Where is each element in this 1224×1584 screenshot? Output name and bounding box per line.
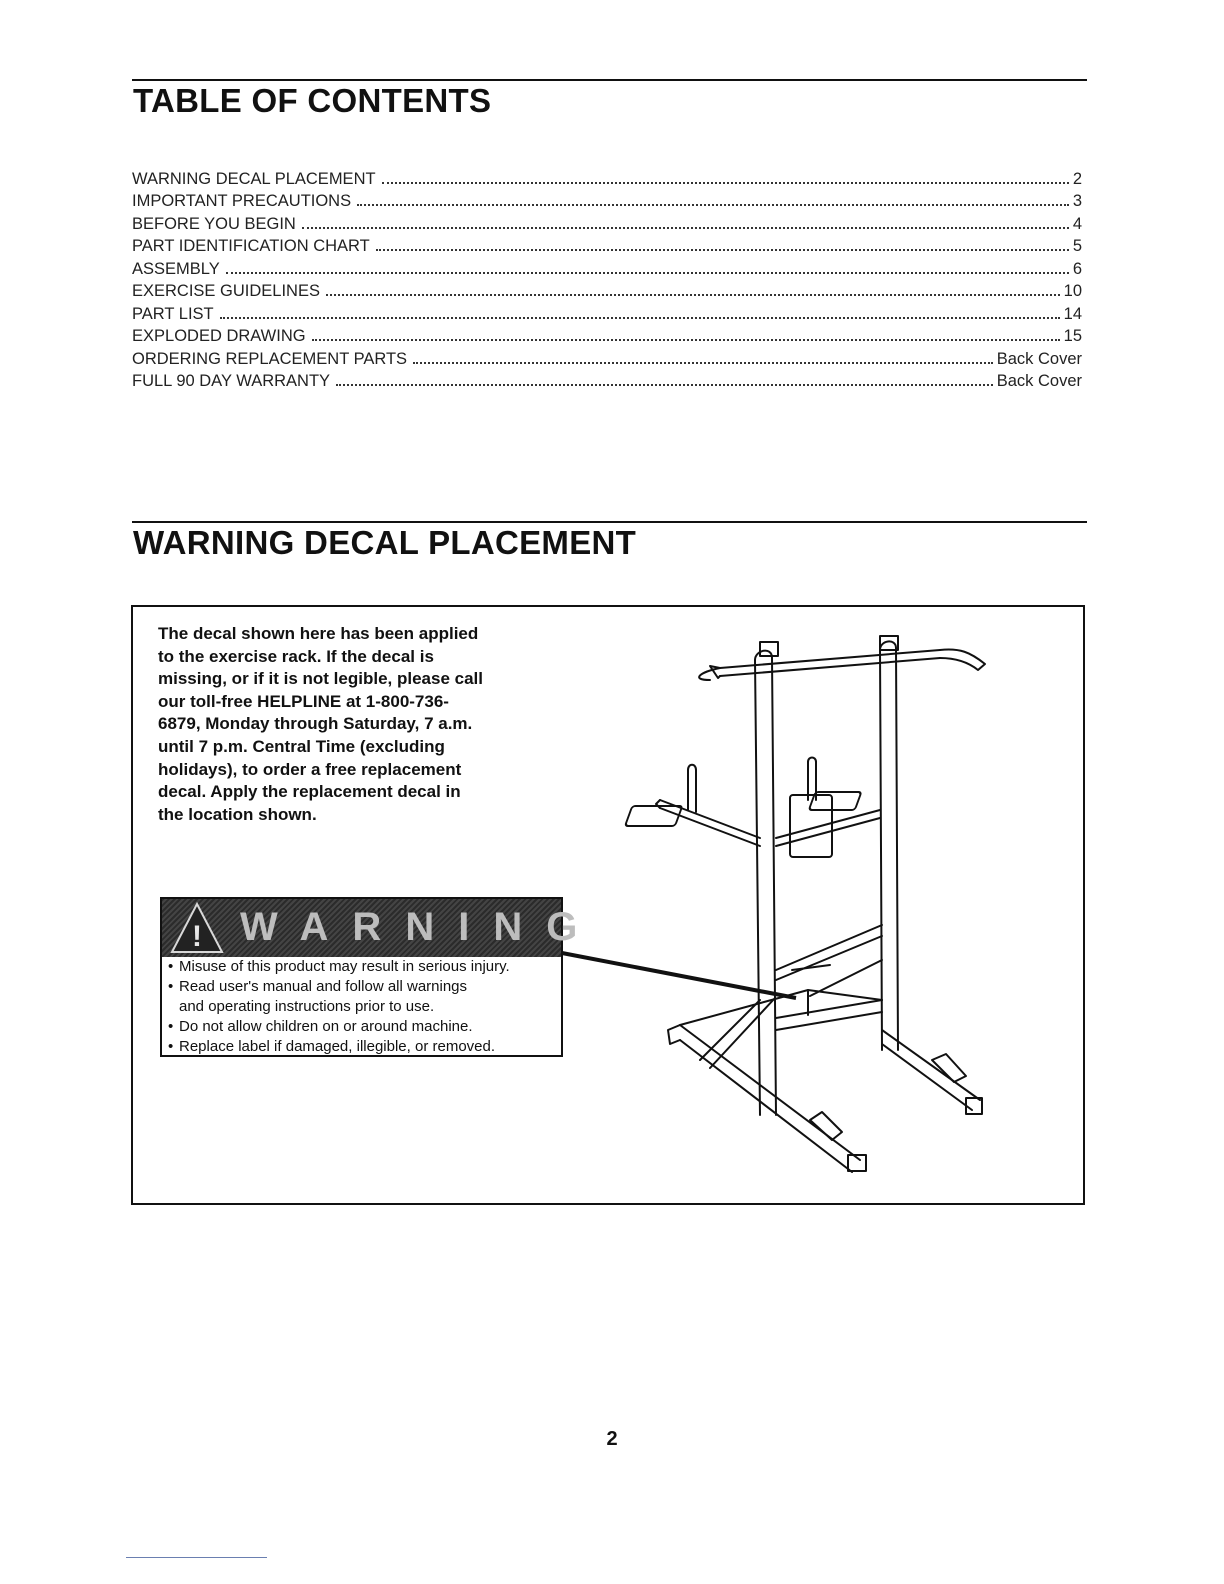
toc-leader-dots xyxy=(336,384,993,386)
decal-instructions: The decal shown here has been applied to the exercise rack. If the decal is missing, or if it is not legible, please call our toll-free HELPLINE at 1-800-736-6879, Monday through Saturday, 7 a.m. until 7 p.m. Central Time (excluding holidays), to order a free replacement decal. Apply the replacement decal in the location shown. xyxy=(158,624,483,824)
page-number: 2 xyxy=(606,1428,618,1450)
toc-entry-page: 15 xyxy=(1063,327,1082,345)
toc-entry-title: PART IDENTIFICATION CHART xyxy=(132,237,370,255)
toc-entry-page: 10 xyxy=(1063,282,1082,300)
right-foot xyxy=(882,1030,980,1100)
exercise-rack-illustration xyxy=(560,620,1000,1190)
toc-entry-page: 4 xyxy=(1072,214,1082,233)
warning-decal-title: WARNING xyxy=(240,905,602,949)
warning-decal-header xyxy=(162,899,602,957)
toc-entry-page: Back Cover xyxy=(996,372,1082,390)
pullup-bar xyxy=(720,650,940,668)
warning-item-continuation: and operating instructions prior to use. xyxy=(179,998,435,1015)
toc-entry-page: 2 xyxy=(1072,169,1082,188)
toc-leader-dots xyxy=(220,317,1060,319)
toc-entry-title: FULL 90 DAY WARRANTY xyxy=(132,372,331,390)
warning-decal-items xyxy=(168,957,510,1057)
toc-leader-dots xyxy=(413,362,993,364)
decal-section-top-rule xyxy=(132,521,1087,523)
toc-entry[interactable] xyxy=(132,369,1082,392)
toc-entry-page: Back Cover xyxy=(996,349,1082,368)
toc-leader-dots xyxy=(312,339,1060,341)
toc-entry-title: EXERCISE GUIDELINES xyxy=(132,282,320,300)
decal-section-heading: WARNING DECAL PLACEMENT xyxy=(133,524,637,561)
right-upright xyxy=(880,650,882,1050)
warning-item: • Misuse of this product may result in serious injury. xyxy=(168,957,510,977)
toc-leader-dots xyxy=(302,227,1069,229)
toc-entry-title: PART LIST xyxy=(132,304,214,323)
toc-leader-dots xyxy=(357,204,1069,206)
toc-entry-page: 6 xyxy=(1072,259,1082,278)
left-upright xyxy=(755,660,760,1115)
toc-entry-title: ORDERING REPLACEMENT PARTS xyxy=(132,349,408,368)
toc-heading: TABLE OF CONTENTS xyxy=(133,82,492,119)
toc-entry-title: ASSEMBLY xyxy=(132,259,220,278)
toc-entry-page: 5 xyxy=(1072,237,1082,255)
toc-top-rule xyxy=(132,79,1087,81)
toc-leader-dots xyxy=(376,249,1069,251)
warning-triangle-icon xyxy=(168,900,226,956)
toc-entry-title: EXPLODED DRAWING xyxy=(132,327,306,345)
toc-leader-dots xyxy=(382,182,1069,184)
arm-pad-left xyxy=(625,806,682,826)
toc-entry-title: BEFORE YOU BEGIN xyxy=(132,214,296,233)
toc-leader-dots xyxy=(326,294,1060,296)
toc-list xyxy=(132,166,1082,391)
toc-leader-dots xyxy=(226,272,1069,274)
toc-entry-page: 14 xyxy=(1063,304,1082,323)
toc-entry[interactable] xyxy=(132,279,1082,302)
warning-decal xyxy=(160,897,602,1057)
decal-leader-line xyxy=(562,953,796,998)
warning-symbol: ! xyxy=(192,920,202,953)
toc-entry-page: 3 xyxy=(1072,192,1082,210)
warning-item: • Do not allow children on or around machine. xyxy=(168,1017,510,1037)
toc-entry[interactable] xyxy=(132,234,1082,257)
toc-entry[interactable] xyxy=(132,211,1082,234)
toc-entry[interactable] xyxy=(132,166,1082,189)
toc-entry[interactable] xyxy=(132,301,1082,324)
warning-item: • Replace label if damaged, illegible, or removed. xyxy=(168,1037,510,1057)
toc-entry-title: WARNING DECAL PLACEMENT xyxy=(132,169,376,188)
warning-item: • Read user's manual and follow all warnings xyxy=(168,977,510,997)
toc-entry[interactable] xyxy=(132,189,1082,212)
toc-entry-title: IMPORTANT PRECAUTIONS xyxy=(132,192,352,210)
toc-entry[interactable] xyxy=(132,324,1082,347)
toc-entry[interactable] xyxy=(132,346,1082,369)
footer-rule xyxy=(126,1557,267,1558)
toc-entry[interactable] xyxy=(132,256,1082,279)
